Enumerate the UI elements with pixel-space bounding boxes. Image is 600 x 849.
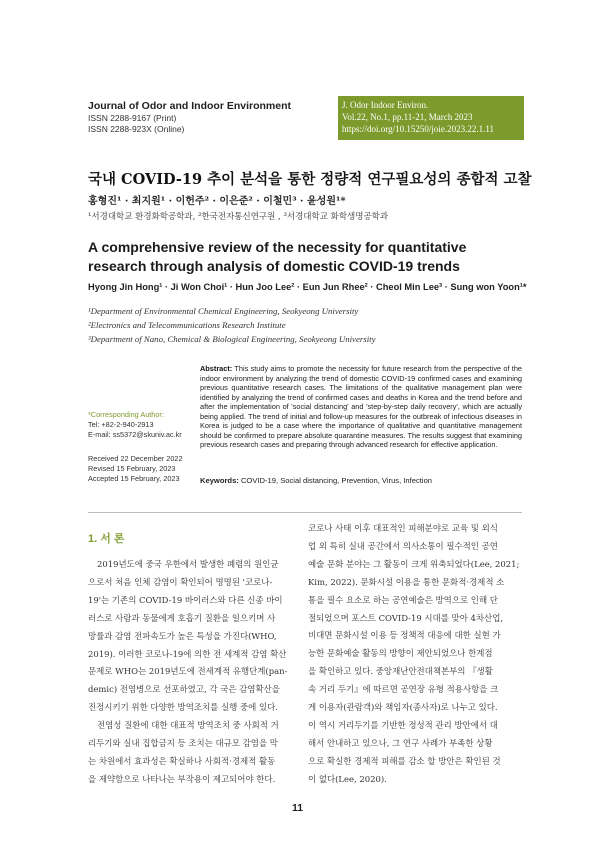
corresponding-tel: Tel: +82-2-940-2913 <box>88 420 154 429</box>
body-line: 문제로 WHO는 2019년도에 전세계적 유행단계(pan- <box>88 666 288 677</box>
date-revised: Revised 15 February, 2023 <box>88 464 176 473</box>
korean-affiliations: ¹서경대학교 환경화학공학과, ²한국전자통신연구원 , ³서경대학교 화학생명공학과 <box>88 212 389 222</box>
body-line: 2019). 이러한 코로나-19에 의한 전 세계적 감염 확산 <box>88 648 287 659</box>
body-line: 망률과 감염 전파속도가 높은 특성을 가진다(WHO, <box>88 630 277 641</box>
page-number: 11 <box>292 802 304 814</box>
body-line: 비대면 문화시설 이용 등 정책적 대응에 대한 실현 가 <box>308 630 501 641</box>
body-line: 을 확인하고 있다. 중앙재난안전대책본부의 『생활 <box>308 666 493 677</box>
body-line: 2019년도에 중국 우한에서 발생한 폐렴의 원인균 <box>97 559 279 569</box>
journal-title: Journal of Odor and Indoor Environment <box>88 100 292 112</box>
abstract <box>200 364 522 450</box>
body-column-left <box>88 556 296 789</box>
journal-citation-box <box>338 96 524 140</box>
body-column-right <box>308 520 522 789</box>
keywords-label: Keywords: <box>200 476 239 485</box>
body-line: 이 없다(Lee, 2020). <box>308 773 387 784</box>
body-line: demic) 전염병으로 선포하였고, 각 국은 감염확산을 <box>88 684 280 695</box>
body-line: 업 외 특히 실내 공간에서 의사소통이 필수적인 공연 <box>308 540 498 551</box>
body-line: 는 차원에서 효과성은 확실하나 사회적·경제적 활동 <box>88 755 276 766</box>
issn-print: ISSN 2288-9167 (Print) <box>88 113 177 123</box>
abstract-label: Abstract: <box>200 364 233 373</box>
english-title: A comprehensive review of the necessity for quantitative research through analysis of domestic COVID-19 trends <box>88 239 467 274</box>
date-accepted: Accepted 15 February, 2023 <box>88 474 180 483</box>
correspondence-block <box>88 410 198 440</box>
body-line: 19'는 기존의 COVID-19 바이러스와 다른 신종 바이 <box>88 594 283 605</box>
body-line: 예술 문화 분야는 그 활동이 크게 위축되었다(Lee, 2021; <box>308 558 520 569</box>
korean-authors: 홍형진¹ · 최지원¹ · 이헌주² · 이은준² · 이철민³ · 윤성원¹* <box>88 196 346 207</box>
body-line: 통을 필수 요소로 하는 공연예술은 방역으로 인해 단 <box>308 594 498 605</box>
keywords-text: COVID-19, Social distancing, Prevention, Virus, Infection <box>240 476 433 485</box>
english-authors: Hyong Jin Hong¹ · Ji Won Choi¹ · Hun Joo Lee² · Eun Jun Rhee² · Cheol Min Lee³ · Sung won Yoon¹* <box>88 282 527 292</box>
body-line: 절되었으며 포스트 COVID-19 시대를 맞아 4차산업, <box>308 612 504 623</box>
journal-abbreviation: J. Odor Indoor Environ. <box>342 100 429 110</box>
issn-online: ISSN 2288-923X (Online) <box>88 124 185 134</box>
section-heading-introduction: 1. 서 론 <box>88 533 125 545</box>
korean-title: 국내 COVID-19 추이 분석을 통한 정량적 연구필요성의 종합적 고찰 <box>88 171 532 188</box>
body-line: 코로나 사태 이후 대표적인 피해분야로 교육 및 외식 <box>308 523 498 533</box>
journal-volume: Vol.22, No.1, pp.11-21, March 2023 <box>342 112 473 122</box>
corresponding-email[interactable]: E-mail: ss5372@skuniv.ac.kr <box>88 430 182 439</box>
date-received: Received 22 December 2022 <box>88 454 183 463</box>
body-line: 이 역시 거리두기를 기반한 정성적 관리 방안에서 대 <box>308 719 498 730</box>
english-affiliation-2: ²Electronics and Telecommunications Research Institute <box>88 320 286 330</box>
english-affiliation-3: ³Department of Nano, Chemical & Biological Engineering, Seokyeong University <box>88 334 376 344</box>
body-line: 리두기와 실내 집합금지 등 조치는 대규모 감염을 막 <box>88 738 278 749</box>
body-line: 능한 문화예술 활동의 방향이 제안되었으나 한계점 <box>308 648 493 659</box>
english-affiliation-1: ¹Department of Environmental Chemical Engineering, Seokyeong University <box>88 306 359 316</box>
dates-block <box>88 454 198 484</box>
body-line: 게 이용자(관람객)와 책임자(종사자)로 나누고 있다. <box>308 702 498 713</box>
body-line: 전염성 질환에 대한 대표적 방역조치 중 사회적 거 <box>97 720 279 731</box>
body-line: Kim, 2022). 문화시설 이용을 통한 문화적·경제적 소 <box>308 576 505 587</box>
body-line: 으로 확실한 경제적 피해를 감소 할 방안은 확인된 것 <box>308 755 501 766</box>
corresponding-author-label: *Corresponding Author: <box>88 410 164 419</box>
body-line: 을 제약함으로 나타나는 부작용이 제고되어야 한다. <box>88 773 276 784</box>
body-line: 러스로 사람과 동물에게 호흡기 질환을 일으키며 사 <box>88 612 276 623</box>
body-line: 으로서 처음 인체 감염이 확인되어 명명된 '코로나- <box>88 576 273 587</box>
body-line: 속 거리 두기』에 따르면 공연장 유형 적용사항을 크 <box>308 684 499 695</box>
abstract-text: This study aims to promote the necessity for future research from the perspective of the indoor environment by analyzing the trend of domestic COVID-19 confirmed cases and examining previous quantitative research cases. The limitations of the qualitative management plan were identified by analyzing the trend of confirmed cases and deaths in Korea and the trend before and after the implementation of 'social distancing' and 'step-by-step daily recovery', which are actually being applied. The trend of initial and follow-up measures for the outbreak of infectious diseases in Korea is judged to be a case where the importance of qualitative and quantitative management should be confirmed to prepare absolute quarantine measures. The results suggest that examining previous research cases and preparing through advanced research for effective application. <box>200 364 522 449</box>
section-divider <box>88 512 522 513</box>
body-line: 진정시키기 위한 다양한 방역조치를 실행 중에 있다. <box>88 702 278 713</box>
keywords <box>200 476 522 485</box>
doi-link[interactable]: https://doi.org/10.15250/joie.2023.22.1.11 <box>342 124 495 134</box>
journal-header <box>88 100 328 135</box>
body-line: 해서 안내하고 있으나, 그 연구 사례가 부족한 상황 <box>308 737 493 748</box>
